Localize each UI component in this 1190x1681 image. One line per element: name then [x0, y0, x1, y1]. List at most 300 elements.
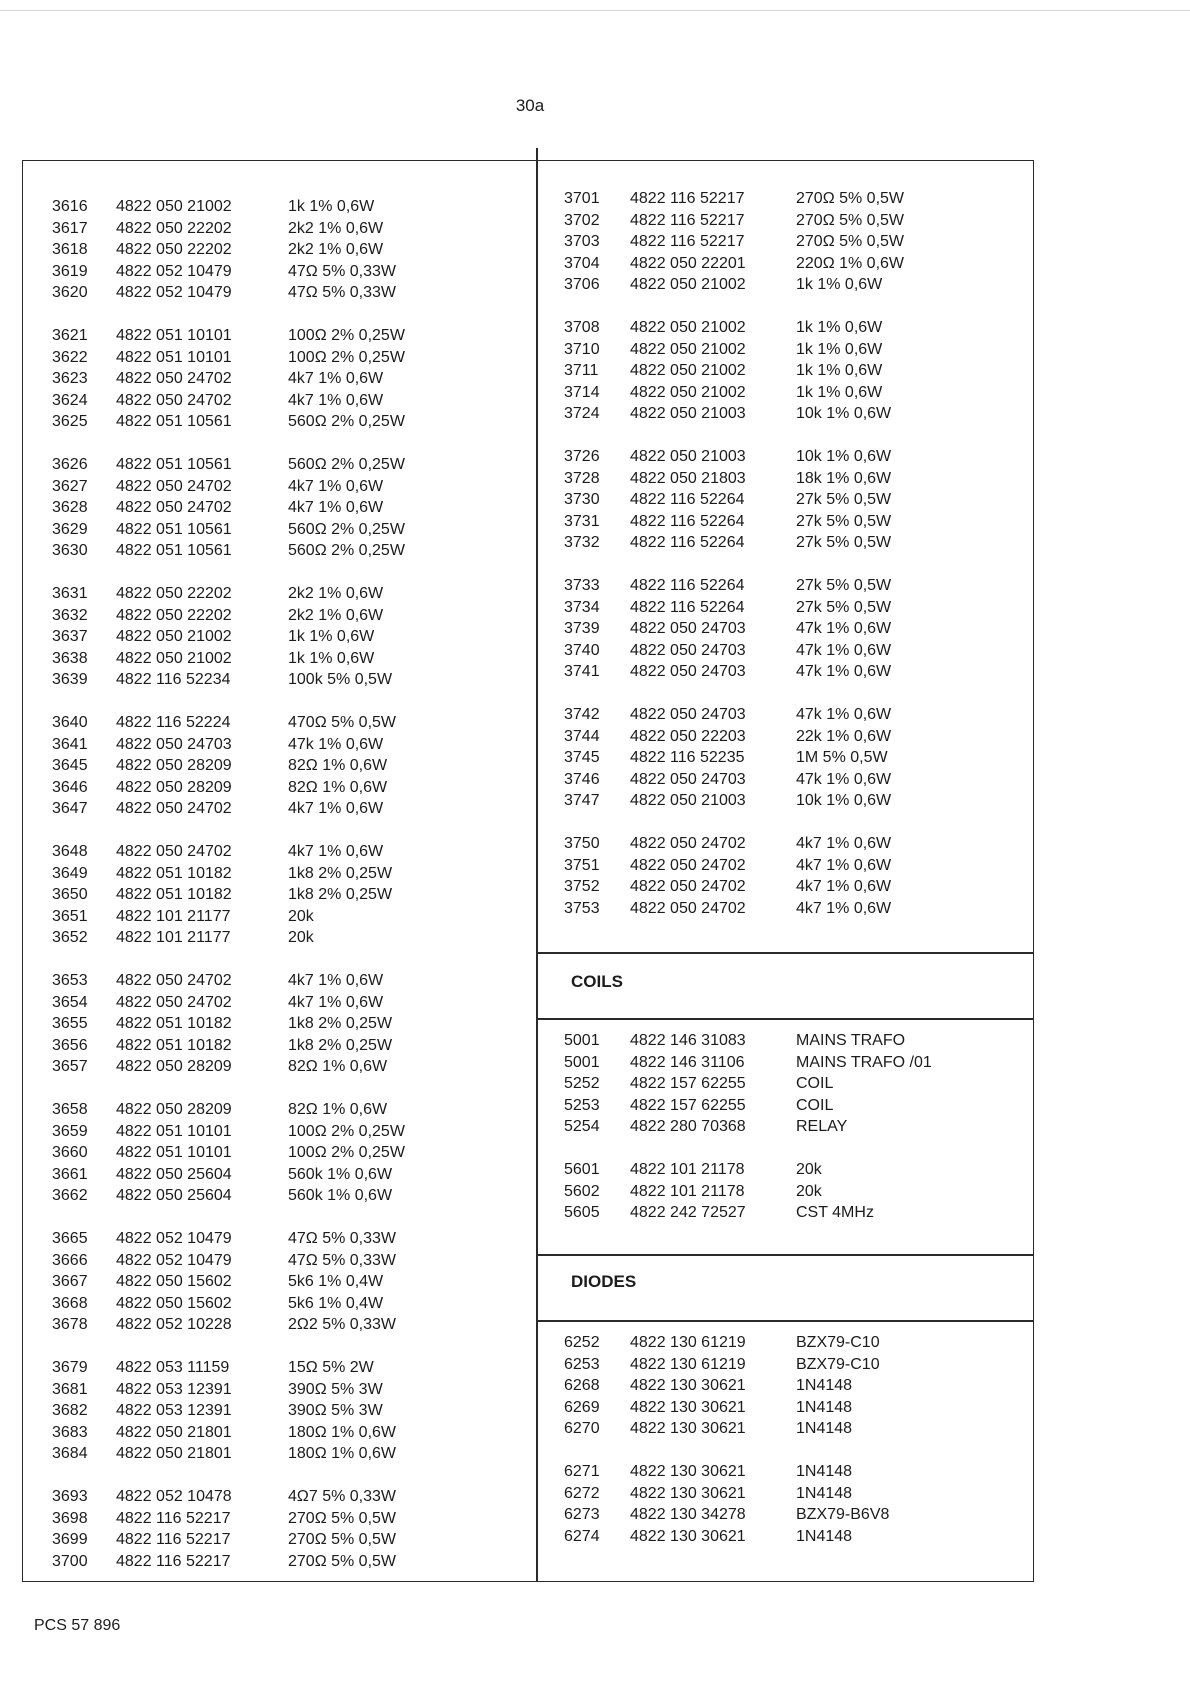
- part-reference: 3726: [564, 448, 600, 465]
- part-reference: 3620: [52, 284, 88, 301]
- part-spec: 390Ω 5% 3W: [288, 1402, 383, 1419]
- part-group: [564, 188, 1034, 296]
- part-row: [52, 1142, 522, 1164]
- part-reference: 3621: [52, 327, 88, 344]
- part-number: 4822 050 24702: [116, 391, 232, 409]
- part-spec: 27k 5% 0,5W: [796, 598, 892, 616]
- part-reference: 6274: [564, 1527, 600, 1545]
- part-row: [52, 476, 522, 498]
- part-spec: 47k 1% 0,6W: [288, 735, 384, 753]
- part-row: [564, 1375, 1034, 1397]
- part-number: 4822 116 52217: [630, 211, 745, 229]
- part-spec: 47k 1% 0,6W: [796, 620, 892, 637]
- diodes-list: [564, 1332, 1034, 1569]
- diodes-section-title: DIODES: [571, 1272, 637, 1291]
- part-reference: 3662: [52, 1187, 88, 1204]
- part-row: [52, 755, 522, 777]
- part-reference: 3706: [564, 276, 600, 293]
- part-spec: 15Ω 5% 2W: [288, 1359, 374, 1376]
- part-number: 4822 050 24702: [630, 899, 746, 917]
- part-reference: 3744: [564, 727, 600, 745]
- part-spec: 47k 1% 0,6W: [796, 770, 892, 788]
- part-spec: 4k7 1% 0,6W: [796, 878, 892, 895]
- part-spec: BZX79-B6V8: [796, 1506, 890, 1523]
- part-reference: 3752: [564, 878, 600, 895]
- part-reference: 5001: [564, 1053, 600, 1071]
- part-number: 4822 130 30621: [630, 1420, 746, 1437]
- part-number: 4822 050 22202: [116, 241, 232, 258]
- part-row: [564, 1461, 1034, 1483]
- part-row: [52, 798, 522, 820]
- part-number: 4822 050 24703: [630, 706, 746, 723]
- part-number: 4822 101 21178: [630, 1161, 745, 1178]
- part-number: 4822 052 10228: [116, 1316, 232, 1333]
- part-spec: RELAY: [796, 1118, 848, 1135]
- coils-section-bottom-rule: [537, 1018, 1034, 1020]
- part-group: [52, 1357, 522, 1465]
- part-row: [52, 583, 522, 605]
- part-reference: 3641: [52, 735, 88, 753]
- part-reference: 3640: [52, 714, 88, 731]
- part-spec: 20k: [796, 1161, 822, 1178]
- part-spec: 47k 1% 0,6W: [796, 641, 892, 659]
- part-spec: 100Ω 2% 0,25W: [288, 348, 405, 366]
- column-divider: [536, 148, 538, 1582]
- part-number: 4822 050 21002: [630, 319, 746, 336]
- part-reference: 3619: [52, 262, 88, 280]
- part-number: 4822 116 52217: [116, 1531, 231, 1548]
- part-reference: 5602: [564, 1182, 600, 1200]
- part-reference: 3624: [52, 391, 88, 409]
- part-reference: 3731: [564, 512, 600, 530]
- part-spec: 27k 5% 0,5W: [796, 534, 892, 551]
- part-spec: 4k7 1% 0,6W: [288, 391, 384, 409]
- part-number: 4822 157 62255: [630, 1096, 746, 1114]
- part-row: [52, 1035, 522, 1057]
- part-number: 4822 050 21002: [630, 383, 746, 401]
- part-row: [52, 1508, 522, 1530]
- part-reference: 5253: [564, 1096, 600, 1114]
- part-row: [564, 790, 1034, 812]
- part-row: [52, 261, 522, 283]
- part-number: 4822 146 31106: [630, 1053, 745, 1071]
- part-number: 4822 050 24702: [116, 972, 232, 989]
- part-number: 4822 050 21801: [116, 1423, 232, 1441]
- part-row: [564, 597, 1034, 619]
- part-row: [564, 1052, 1034, 1074]
- part-reference: 3704: [564, 254, 600, 272]
- part-number: 4822 050 24702: [116, 370, 232, 387]
- part-spec: 1k8 2% 0,25W: [288, 864, 393, 882]
- part-reference: 3651: [52, 907, 88, 925]
- part-number: 4822 050 22202: [116, 219, 232, 237]
- part-reference: 6268: [564, 1377, 600, 1394]
- part-spec: CST 4MHz: [796, 1204, 874, 1221]
- part-number: 4822 051 10182: [116, 886, 232, 903]
- part-spec: 560Ω 2% 0,25W: [288, 542, 405, 559]
- part-reference: 3660: [52, 1144, 88, 1161]
- part-number: 4822 050 28209: [116, 778, 232, 796]
- part-spec: 470Ω 5% 0,5W: [288, 714, 397, 731]
- part-row: [564, 704, 1034, 726]
- part-spec: COIL: [796, 1096, 834, 1114]
- part-number: 4822 051 10182: [116, 864, 232, 882]
- part-group: [52, 454, 522, 562]
- part-row: [52, 1250, 522, 1272]
- part-row: [564, 769, 1034, 791]
- part-reference: 6271: [564, 1463, 600, 1480]
- part-row: [564, 1030, 1034, 1052]
- part-reference: 3618: [52, 241, 88, 258]
- part-reference: 3711: [564, 362, 599, 379]
- part-spec: 1N4148: [796, 1377, 853, 1394]
- part-spec: 5k6 1% 0,4W: [288, 1294, 384, 1312]
- part-spec: 1k 1% 0,6W: [288, 628, 375, 645]
- part-row: [52, 734, 522, 756]
- part-row: [564, 489, 1034, 511]
- part-reference: 3658: [52, 1101, 88, 1118]
- part-spec: 47Ω 5% 0,33W: [288, 1230, 397, 1247]
- part-row: [564, 747, 1034, 769]
- part-group: [52, 1228, 522, 1336]
- part-number: 4822 130 61219: [630, 1355, 746, 1373]
- part-row: [564, 1332, 1034, 1354]
- part-group: [52, 1486, 522, 1572]
- part-spec: 22k 1% 0,6W: [796, 727, 892, 745]
- part-number: 4822 050 28209: [116, 1101, 232, 1118]
- part-spec: 5k6 1% 0,4W: [288, 1273, 384, 1290]
- part-row: [564, 511, 1034, 533]
- part-reference: 3617: [52, 219, 88, 237]
- part-number: 4822 116 52217: [116, 1509, 231, 1527]
- part-row: [52, 1529, 522, 1551]
- part-spec: 1M 5% 0,5W: [796, 749, 888, 766]
- part-number: 4822 052 10479: [116, 1230, 232, 1247]
- part-row: [564, 1418, 1034, 1440]
- part-number: 4822 050 24702: [116, 477, 232, 495]
- part-reference: 3630: [52, 542, 88, 559]
- part-number: 4822 116 52264: [630, 512, 745, 530]
- part-number: 4822 130 61219: [630, 1334, 746, 1351]
- part-reference: 3746: [564, 770, 600, 788]
- part-row: [52, 884, 522, 906]
- part-number: 4822 101 21177: [116, 907, 231, 925]
- part-row: [52, 1314, 522, 1336]
- part-row: [564, 1397, 1034, 1419]
- part-spec: 2k2 1% 0,6W: [288, 219, 384, 237]
- part-number: 4822 051 10561: [116, 520, 232, 538]
- part-spec: 4k7 1% 0,6W: [288, 499, 384, 516]
- part-reference: 3700: [52, 1552, 88, 1570]
- part-number: 4822 050 24703: [630, 663, 746, 680]
- part-number: 4822 130 30621: [630, 1377, 746, 1394]
- part-group: [52, 841, 522, 949]
- part-group: [52, 325, 522, 433]
- part-spec: 560k 1% 0,6W: [288, 1187, 393, 1204]
- part-spec: 2k2 1% 0,6W: [288, 241, 384, 258]
- part-reference: 3653: [52, 972, 88, 989]
- part-reference: 3742: [564, 706, 600, 723]
- part-number: 4822 116 52217: [116, 1552, 231, 1570]
- part-spec: 47k 1% 0,6W: [796, 663, 892, 680]
- part-number: 4822 051 10561: [116, 456, 232, 473]
- part-spec: 100Ω 2% 0,25W: [288, 327, 405, 344]
- part-reference: 3626: [52, 456, 88, 473]
- part-row: [564, 231, 1034, 253]
- part-number: 4822 116 52234: [116, 671, 231, 688]
- part-group: [564, 317, 1034, 425]
- part-row: [52, 454, 522, 476]
- part-row: [564, 640, 1034, 662]
- part-spec: BZX79-C10: [796, 1355, 880, 1373]
- part-number: 4822 050 24703: [630, 770, 746, 788]
- part-number: 4822 052 10479: [116, 284, 232, 301]
- part-group: [52, 583, 522, 691]
- part-reference: 3661: [52, 1165, 88, 1183]
- part-number: 4822 146 31083: [630, 1032, 746, 1049]
- part-row: [52, 1357, 522, 1379]
- part-number: 4822 116 52264: [630, 491, 745, 508]
- part-reference: 3639: [52, 671, 88, 688]
- part-group: [564, 1159, 1034, 1224]
- part-number: 4822 050 22202: [116, 606, 232, 624]
- part-spec: 270Ω 5% 0,5W: [796, 233, 905, 250]
- part-group: [52, 712, 522, 820]
- part-spec: 82Ω 1% 0,6W: [288, 757, 388, 774]
- part-number: 4822 050 28209: [116, 1058, 232, 1075]
- part-number: 4822 050 24702: [630, 878, 746, 895]
- part-reference: 3648: [52, 843, 88, 860]
- part-reference: 3732: [564, 534, 600, 551]
- part-reference: 6270: [564, 1420, 600, 1437]
- part-spec: 2Ω2 5% 0,33W: [288, 1316, 397, 1333]
- part-row: [564, 575, 1034, 597]
- part-reference: 3628: [52, 499, 88, 516]
- part-reference: 3623: [52, 370, 88, 387]
- part-row: [52, 1164, 522, 1186]
- part-number: 4822 050 22203: [630, 727, 746, 745]
- part-spec: 270Ω 5% 0,5W: [288, 1509, 397, 1527]
- part-reference: 3638: [52, 649, 88, 667]
- part-row: [52, 1013, 522, 1035]
- part-reference: 5001: [564, 1032, 600, 1049]
- part-spec: 100k 5% 0,5W: [288, 671, 393, 688]
- part-row: [52, 1443, 522, 1465]
- part-reference: 3682: [52, 1402, 88, 1419]
- left-column-resistors: [52, 196, 522, 1594]
- part-reference: 6253: [564, 1355, 600, 1373]
- part-number: 4822 116 52235: [630, 749, 745, 766]
- scan-edge-top: [0, 10, 1190, 11]
- part-number: 4822 130 30621: [630, 1527, 746, 1545]
- part-row: [52, 1551, 522, 1573]
- part-reference: 3667: [52, 1273, 88, 1290]
- part-number: 4822 050 21002: [116, 649, 232, 667]
- part-number: 4822 050 15602: [116, 1294, 232, 1312]
- part-reference: 3645: [52, 757, 88, 774]
- part-row: [564, 618, 1034, 640]
- part-row: [52, 540, 522, 562]
- part-spec: 4Ω7 5% 0,33W: [288, 1488, 397, 1505]
- part-spec: 100Ω 2% 0,25W: [288, 1144, 405, 1161]
- part-number: 4822 050 21002: [630, 340, 746, 358]
- part-number: 4822 101 21178: [630, 1182, 745, 1200]
- part-spec: 1k 1% 0,6W: [796, 340, 883, 358]
- part-reference: 3741: [564, 663, 600, 680]
- part-row: [564, 1504, 1034, 1526]
- part-row: [52, 325, 522, 347]
- part-number: 4822 050 21002: [116, 628, 232, 645]
- part-row: [52, 239, 522, 261]
- part-row: [52, 1056, 522, 1078]
- part-number: 4822 052 10478: [116, 1488, 232, 1505]
- part-reference: 3751: [564, 856, 600, 874]
- part-number: 4822 116 52264: [630, 534, 745, 551]
- part-reference: 6252: [564, 1334, 600, 1351]
- part-spec: 2k2 1% 0,6W: [288, 585, 384, 602]
- part-reference: 3652: [52, 929, 88, 946]
- part-row: [564, 1159, 1034, 1181]
- part-reference: 3654: [52, 993, 88, 1011]
- part-number: 4822 050 28209: [116, 757, 232, 774]
- part-spec: 4k7 1% 0,6W: [796, 856, 892, 874]
- part-spec: 4k7 1% 0,6W: [288, 972, 384, 989]
- part-spec: 220Ω 1% 0,6W: [796, 254, 905, 272]
- part-row: [52, 218, 522, 240]
- part-row: [564, 1181, 1034, 1203]
- part-reference: 5254: [564, 1118, 600, 1135]
- part-spec: 82Ω 1% 0,6W: [288, 778, 388, 796]
- part-row: [52, 648, 522, 670]
- part-reference: 3616: [52, 198, 88, 215]
- part-row: [52, 906, 522, 928]
- part-spec: 560Ω 2% 0,25W: [288, 520, 405, 538]
- part-reference: 3649: [52, 864, 88, 882]
- part-spec: 1N4148: [796, 1398, 853, 1416]
- part-row: [564, 210, 1034, 232]
- part-reference: 3734: [564, 598, 600, 616]
- part-row: [564, 1202, 1034, 1224]
- part-spec: 4k7 1% 0,6W: [288, 993, 384, 1011]
- part-row: [564, 253, 1034, 275]
- part-reference: 3684: [52, 1445, 88, 1462]
- part-reference: 3733: [564, 577, 600, 594]
- part-spec: 180Ω 1% 0,6W: [288, 1445, 397, 1462]
- part-number: 4822 101 21177: [116, 929, 231, 946]
- part-row: [564, 1483, 1034, 1505]
- part-reference: 3666: [52, 1251, 88, 1269]
- part-group: [52, 196, 522, 304]
- part-spec: 18k 1% 0,6W: [796, 469, 892, 487]
- part-spec: BZX79-C10: [796, 1334, 880, 1351]
- part-spec: 47Ω 5% 0,33W: [288, 1251, 397, 1269]
- part-spec: 2k2 1% 0,6W: [288, 606, 384, 624]
- part-group: [564, 833, 1034, 919]
- part-spec: 20k: [288, 929, 314, 946]
- part-number: 4822 050 21003: [630, 792, 746, 809]
- part-row: [52, 669, 522, 691]
- part-number: 4822 050 24702: [630, 856, 746, 874]
- coils-section-title: COILS: [571, 972, 623, 991]
- part-spec: 560Ω 2% 0,25W: [288, 413, 405, 430]
- part-spec: 1k8 2% 0,25W: [288, 886, 393, 903]
- part-reference: 3724: [564, 405, 600, 422]
- part-reference: 3750: [564, 835, 600, 852]
- part-number: 4822 050 24703: [116, 735, 232, 753]
- part-spec: 1N4148: [796, 1527, 853, 1545]
- diodes-section-bottom-rule: [537, 1320, 1034, 1322]
- part-spec: MAINS TRAFO /01: [796, 1053, 932, 1071]
- part-spec: 1N4148: [796, 1463, 853, 1480]
- part-reference: 3650: [52, 886, 88, 903]
- part-spec: 4k7 1% 0,6W: [288, 800, 384, 817]
- part-number: 4822 050 21003: [630, 448, 746, 465]
- part-number: 4822 050 22202: [116, 585, 232, 602]
- part-spec: 1k 1% 0,6W: [288, 649, 375, 667]
- part-row: [52, 497, 522, 519]
- part-row: [564, 403, 1034, 425]
- part-row: [52, 390, 522, 412]
- part-row: [52, 1228, 522, 1250]
- part-number: 4822 050 24703: [630, 641, 746, 659]
- part-spec: 560Ω 2% 0,25W: [288, 456, 405, 473]
- part-number: 4822 051 10561: [116, 413, 232, 430]
- part-number: 4822 130 34278: [630, 1506, 746, 1523]
- part-row: [564, 382, 1034, 404]
- part-row: [564, 532, 1034, 554]
- part-number: 4822 050 24702: [116, 800, 232, 817]
- part-number: 4822 050 15602: [116, 1273, 232, 1290]
- diodes-section-top-rule: [537, 1254, 1034, 1256]
- part-spec: 1k 1% 0,6W: [796, 319, 883, 336]
- part-row: [564, 360, 1034, 382]
- right-column-resistors: [564, 188, 1034, 941]
- part-spec: 4k7 1% 0,6W: [796, 899, 892, 917]
- part-reference: 3693: [52, 1488, 88, 1505]
- part-number: 4822 130 30621: [630, 1463, 746, 1480]
- part-reference: 3702: [564, 211, 600, 229]
- part-number: 4822 242 72527: [630, 1204, 746, 1221]
- part-reference: 3668: [52, 1294, 88, 1312]
- part-row: [564, 446, 1034, 468]
- part-number: 4822 050 21803: [630, 469, 746, 487]
- part-reference: 3678: [52, 1316, 88, 1333]
- part-row: [52, 712, 522, 734]
- coils-list: [564, 1030, 1034, 1245]
- part-spec: 20k: [796, 1182, 822, 1200]
- part-reference: 5252: [564, 1075, 600, 1092]
- part-spec: 20k: [288, 907, 314, 925]
- part-reference: 3745: [564, 749, 600, 766]
- part-spec: 4k7 1% 0,6W: [796, 835, 892, 852]
- part-number: 4822 050 25604: [116, 1187, 232, 1204]
- part-spec: 1k 1% 0,6W: [796, 276, 883, 293]
- part-spec: 270Ω 5% 0,5W: [288, 1531, 397, 1548]
- part-number: 4822 051 10101: [116, 327, 232, 344]
- part-spec: 1k 1% 0,6W: [288, 198, 375, 215]
- part-row: [52, 927, 522, 949]
- part-number: 4822 157 62255: [630, 1075, 746, 1092]
- part-spec: 1k 1% 0,6W: [796, 383, 883, 401]
- part-row: [52, 519, 522, 541]
- part-number: 4822 053 12391: [116, 1380, 232, 1398]
- part-spec: 270Ω 5% 0,5W: [288, 1552, 397, 1570]
- part-reference: 6269: [564, 1398, 600, 1416]
- part-row: [52, 841, 522, 863]
- part-spec: 270Ω 5% 0,5W: [796, 211, 905, 229]
- part-number: 4822 052 10479: [116, 1251, 232, 1269]
- part-row: [52, 1486, 522, 1508]
